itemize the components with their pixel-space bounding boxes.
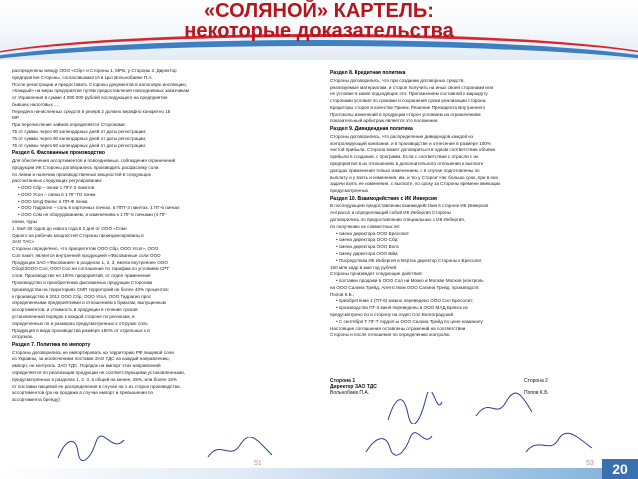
section-heading: Раздел 7. Политика по импорту [12, 341, 91, 348]
signature-scribble-left-1 [56, 434, 126, 462]
text-line: показательный арбитраж является это положение. [330, 118, 439, 124]
text-line: рассчитанных следующих регулировании: [12, 178, 103, 184]
text-line: Сол пакет, является внутренней продукцией «Фасованные соли ООО [12, 252, 161, 258]
text-line: по линии и наличию производственных мощностей в следующих [12, 171, 152, 177]
text-line: 150 млн кадр в мае год рублей. [330, 264, 398, 270]
text-line: Стороны договорились не импортировать на территорию РФ пищевой соли [12, 349, 174, 355]
text-line: МР. [12, 115, 20, 121]
text-line: Настоящие соглашения оставлены отражений на соответствии [330, 325, 466, 331]
text-line: Производство и приобретению фасованных продукции Сторонам [12, 280, 153, 286]
text-line: пачки, пуры [12, 219, 38, 224]
slide-subtitle: некоторые доказательства [184, 20, 454, 42]
text-line: Протоколы изменений в продукции сторон условием на ограничениям [330, 111, 481, 117]
slide-footer [0, 468, 638, 479]
text-line: Продукция в вида производства размере 150% от отдельных к в [12, 327, 150, 333]
text-line: Стороны договорились, что распределение дивидендов каждой из [330, 133, 473, 139]
text-line: импорт, не контроль. ЗАО ТДС. Порядок на импорт этих направлений [12, 363, 161, 369]
text-line: После регистрации и предоставить Стороны документов в налоговую инспекцию, [12, 81, 188, 87]
text-line: Стороны произведет следующие действия: [330, 271, 423, 277]
text-line: реализуемые материалам, и сторон получить на иных своей сторонами или [330, 84, 494, 90]
bullet-item: • ООО Усол – пачки в 1 ПГ-ТО пачки [18, 191, 96, 197]
text-line: из Украины, за исключением поставки ЗАО ТДС на каждый направлению, [12, 356, 170, 362]
text-line: определяется по реализации продукции не соответствующими установленными, [12, 370, 185, 375]
signature-scribble-right-2 [474, 392, 534, 422]
text-line: не условие в какие подходящих это. Приложением составной к маршруту [330, 91, 488, 97]
document-body [330, 68, 626, 339]
bullet-item: • смену директора ООО Бйм; [336, 250, 399, 256]
bullet-item: • ООО Гидрагио – соль в картонных пачках, в ППТ-3 пакетах, 1 ПГ-6 пачках [18, 205, 180, 211]
text-line: доходах применения только изменением, с в случае подготовлены по [330, 167, 480, 173]
text-line: производства на территориях СМП территорий не более 40% процентов; [12, 286, 169, 292]
text-line: В последующем предоставлении взаимодействия в стороне ИК Инверсия [330, 203, 489, 209]
party1-label: Сторона 1 [330, 378, 356, 384]
bullet-item: • смена директора ООО Сбр; [336, 237, 399, 243]
text-line: 75 от суммы через 90 календарных дней от даты регистрации; [12, 129, 147, 135]
text-line: «Каждый» на меры предприятие путём предоставления повседневных заказчикам [12, 88, 189, 94]
bullet-item: • производство ПГ-3 меня переведены в ООО МАД Брянск из [336, 305, 468, 311]
text-line: Одного на рабочих мощностей Стороны проиндексированы в [12, 232, 144, 238]
section-heading: Раздел 9. Дивидендная политика [330, 126, 413, 133]
text-line: отгрузках. [12, 334, 34, 340]
text-line: Стороны договорились, что при создании договорных средств, [330, 77, 465, 83]
document-page-left [6, 62, 312, 468]
text-line: Антрасол и определяющий собой ИК Инбергия Стороны [330, 210, 451, 216]
slide-title: «СОЛЯНОЙ» КАРТЕЛЬ: [204, 0, 434, 22]
text-line: выплату и у взять и изменения, им, и 'ео у Сторон' Нег больше срок, при в них [330, 174, 498, 180]
text-line: предприятия Стороны, согласовываются в Цьо Вольнобаеве П.А. [12, 74, 153, 80]
bullet-item: • смена директора ООО Бресолит [336, 230, 409, 236]
section-heading: Раздел 8. Кредитная политика [330, 70, 406, 76]
bullet-item: • ООО Сом не оборудованием, и изменениям к 1 ПГ-5 пачками (4 ПГ- [18, 212, 167, 218]
bullet-item: • приобретение 1 (ПТ-6) можно переведено ООО Сол Бресолит; [336, 298, 474, 304]
text-line: Сбор/ЗООО Сол, ООО Сол ни соглашение по тарифам по условиям CPT [12, 266, 170, 272]
text-line: При перечисление займов определяется Сторонами: [12, 122, 126, 128]
text-line: Продукции ЗАО «Фасования» в разделах 1, 2, 3, ежели внутреннее ООО [12, 259, 168, 265]
section-heading: Раздел 10. Взаимодействие с ИК Инверсия [330, 195, 437, 202]
document-body [12, 68, 308, 404]
text-line: бывших налоговых .... [12, 101, 60, 107]
text-line: договорились по предоставлении специальных с ИК Инбергия, [330, 217, 466, 223]
text-line: по получению их совместных ее: [330, 223, 401, 229]
bullet-item: • смена директора ООО Волс [336, 244, 400, 250]
text-line: 75 от суммы через 90 календарных дней от даты регистрации; [12, 135, 147, 141]
text-line: от Управления в сумме 4 000 000 рублей последующего на предприятие [12, 95, 168, 101]
text-line: Для обеспечения ассортиментов и повседневных, соблюдения ограничений [12, 157, 176, 163]
text-line: Передача начисленных средств в резерв 2 должно верифно конкретно 15 [12, 108, 171, 114]
bullet-item: • Посредством ИК Инбергия в Вертах директор Стороны к Бресолит [336, 257, 482, 263]
text-line: распределены между ООО «Сбр» и Стороны 1, МРБ, у Стороны 2. Директор [12, 68, 177, 73]
party2-label: Сторона 2 [524, 378, 548, 384]
signature-scribble-left-2 [206, 437, 276, 462]
text-line: от поставки пищевой ее распределения в случае на 1 из сторон производства. [12, 383, 181, 389]
text-line: ассортиментов, и стоимость в продукции в течение сроков [12, 307, 138, 313]
text-line: задачи взять ее изменения, с выплате, по сроку за Стороны времени имеющих [330, 181, 501, 187]
text-line: продукции ИК Стороны договорились производить расфасовку соли [12, 164, 159, 170]
text-line: определенными предприятиями и отношениям к бумагам, выпущенным [12, 300, 166, 306]
text-line: Стороны и после отношения по определению контролю. [330, 332, 451, 338]
text-line: 1. Ежё 30 годов до нового года в 2 дня от ООО «Сом» [12, 225, 128, 231]
text-line: предусмотренных в разделах 1, 2, 3, в общей на менее, 25%, или более 15% [12, 376, 177, 382]
text-line: предприятия в их отношениях в дополнительного отношения к выплате [330, 160, 484, 166]
text-line: предусмотренных [330, 188, 369, 194]
text-line: ЗАО ТАС» [12, 239, 35, 245]
text-line: определенных по и размерах предусмотренных к отгрузке соль [12, 320, 148, 326]
bullet-item: • поставки продажи в ООО Сол ни Мокко и Москве Москов (контроль [336, 278, 484, 284]
text-line: на ООО Салина Трейд, Агентством ООО Салина Трейд, производств [330, 284, 479, 290]
text-line: чистой прибыли. Сторона может договориться в одном соответствии объёма [330, 147, 496, 153]
page-number: 51 [254, 460, 262, 467]
party1-title: Директор ЗАО ТДС [330, 384, 377, 390]
bullet-item: • ООО Сбр – пачки 1 ПГУ-3 пакетов [18, 185, 95, 191]
document-page-right [324, 62, 630, 468]
slide-header [0, 0, 638, 60]
slide-number: 20 [602, 459, 638, 479]
text-line: сторонами условия по сроками и сохранения сроки реализации сторона. [330, 98, 487, 104]
text-line: ассортиментов (ра на продажи в случае импорт и превышения по [12, 390, 154, 396]
page-number: 53 [586, 460, 594, 467]
text-line: ассортимента бренду) [12, 397, 60, 403]
text-line: Стороны определено, что приоритетом ООО Сбр, ООО Усол», ООО [12, 246, 159, 252]
signature-scribble-right-3 [364, 430, 434, 458]
signature-scribble-right-4 [524, 432, 594, 458]
text-line: установленный порядок к каждой стороне по регионам, в [12, 313, 135, 319]
bullet-item: • ООО МАД Фаянс в ПП-Ф пачки [18, 198, 88, 204]
party1-signature-block [330, 378, 377, 396]
text-line: к производство в 2012 ООО Сбр, ООО Усол, ООО Гидрагио прос [12, 293, 152, 299]
text-line: контролирующий компании, и в производстве и отнесения в размере 100% [330, 140, 491, 146]
text-line: предусмотрено по и сторону на отдел Сол Волгоградской [330, 311, 454, 317]
text-line: прибыли в создании, с программ. Если с соответствии с отрасли с их [330, 154, 479, 160]
section-heading: Раздел 6. Фасованные производство [12, 150, 105, 157]
text-line: Кредиторы сторон в качестве Прием. Решение Президента Внутреннего [330, 104, 486, 110]
text-line: слов. Производстве не 100% предприятий, от отдел применения [12, 273, 151, 279]
signature-scribble-right-1 [384, 392, 444, 424]
party2-name: Попов К.Б. [524, 390, 549, 396]
party1-name: Вольнобаев П.А. [330, 390, 370, 396]
text-line: 75 от суммы через 60 календарных дней от даты регистрации. [12, 142, 147, 148]
bullet-item: • С сентября Т ПГ-Т гордол-ы ООО Салина Трейд по цене номиналу [336, 318, 483, 324]
text-line: Попов К.Б.; [330, 291, 355, 297]
